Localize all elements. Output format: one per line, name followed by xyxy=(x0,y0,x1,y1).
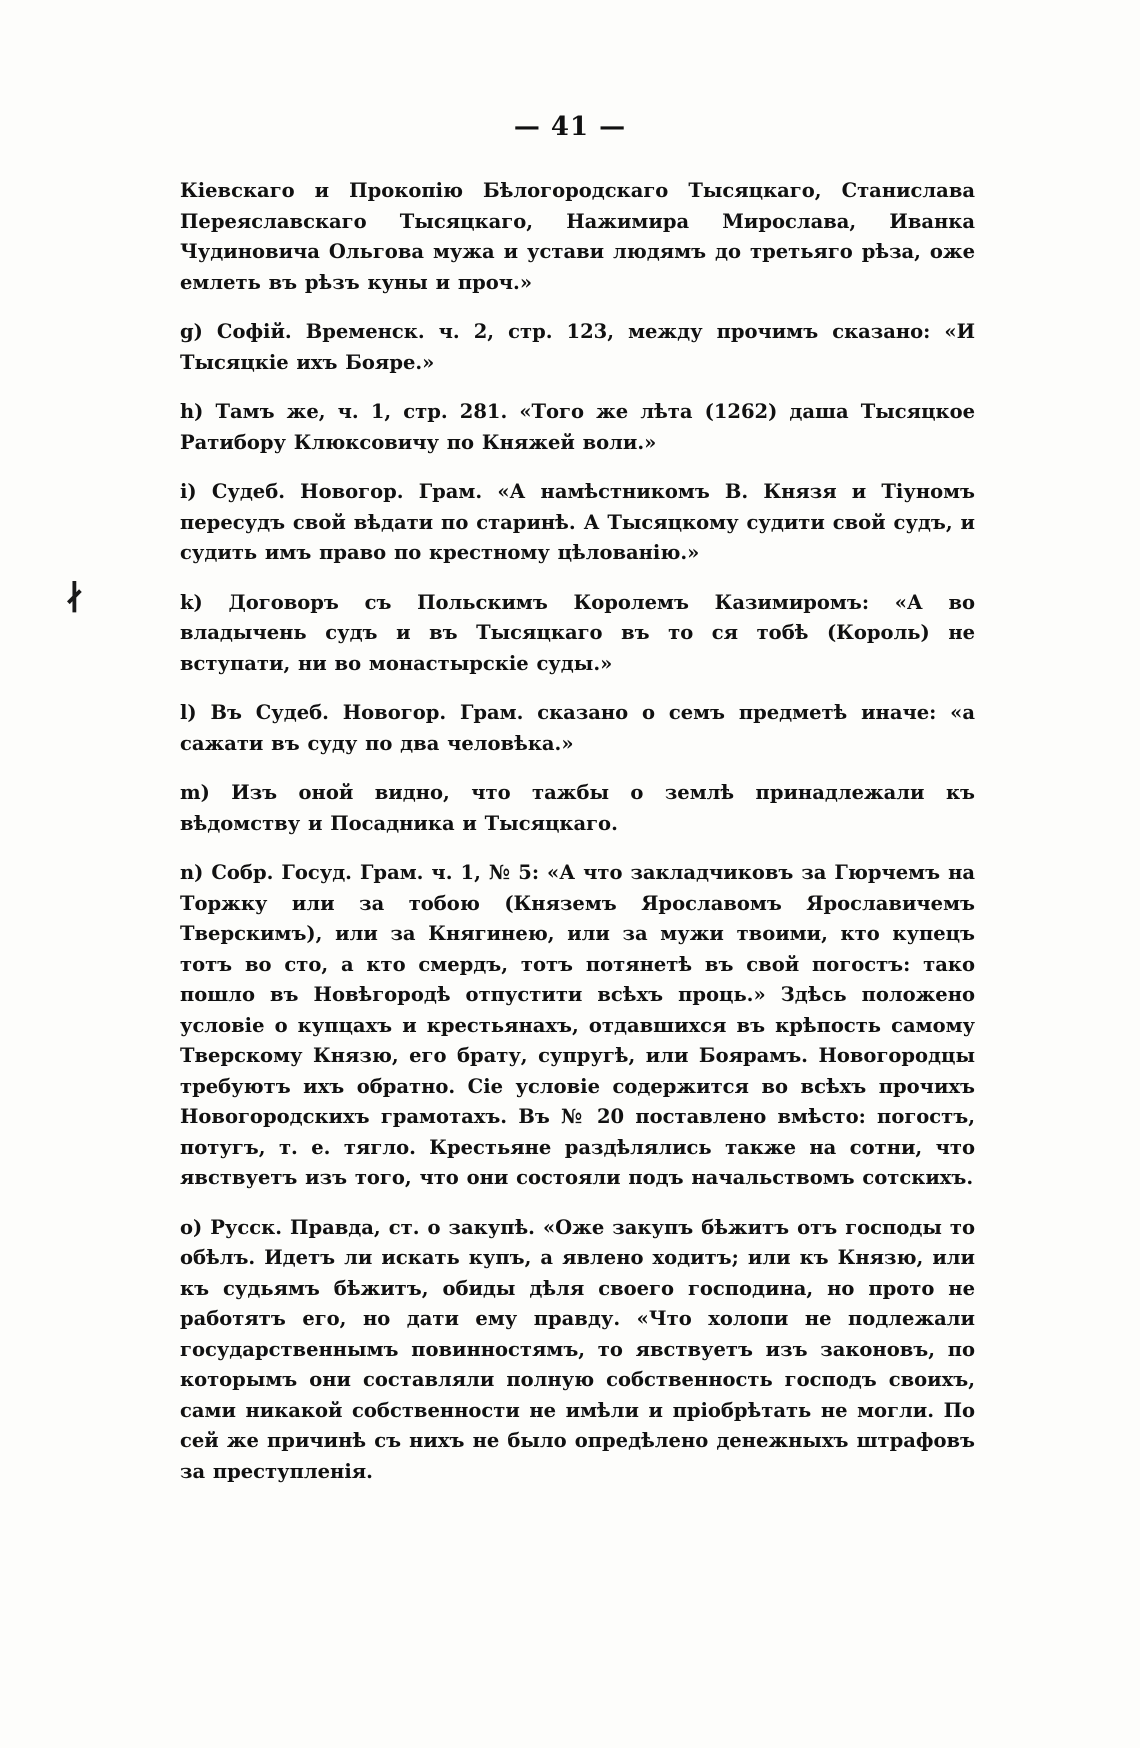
footnote-label: g) xyxy=(180,320,203,343)
paragraph-continuation xyxy=(180,176,975,298)
main-text-block xyxy=(180,176,975,1506)
footnote-n xyxy=(180,858,975,1194)
footnote-text: Собр. Госуд. Грам. ч. 1, № 5: «А что закладчиковъ за Гюрчемъ на Торжку или за тобою (Княземъ Ярославомъ Ярославичемъ Тверскимъ), или за Княгинею, или за мужи твоими, кто купецъ тотъ во сто, а кто смердъ, тотъ потянетѣ въ свой погостъ: тако пошло въ Новѣгородѣ отпустити всѣхъ проць.» Здѣсь положено условіе о купцахъ и крестьянахъ, отдавшихся въ крѣпость самому Тверскому Князю, его брату, супругѣ, или Боярамъ. Новогородцы требуютъ ихъ обратно. Сіе условіе содержится во всѣхъ прочихъ Новогородскихъ грамотахъ. Въ № 20 поставлено вмѣсто: погостъ, потугъ, т. е. тягло. Крестьяне раздѣлялись также на сотни, что явствуетъ изъ того, что они состояли подъ начальствомъ сотскихъ. xyxy=(180,861,975,1189)
footnote-m xyxy=(180,778,975,839)
footnote-label: n) xyxy=(180,861,204,884)
footnote-k xyxy=(180,588,975,680)
footnote-i xyxy=(180,477,975,569)
footnote-label: k) xyxy=(180,590,203,614)
footnote-text: Русск. Правда, ст. о закупѣ. «Оже закупъ бѣжитъ отъ господы то обѣлъ. Идетъ ли искать купъ, а явлено ходитъ; или къ Князю, или къ судьямъ бѣжитъ, обиды дѣля своего господина, но прото не работятъ его, но дати ему правду. «Что холопи не подлежали государственнымъ повинностямъ, то явствуетъ изъ законовъ, по которымъ они составляли полную собственность господъ своихъ, сами никакой собственности не имѣли и пріобрѣтать не могли. По сей же причинѣ съ нихъ не было опредѣлено денежныхъ штрафовъ за преступленія. xyxy=(180,1215,975,1483)
footnote-label: m) xyxy=(180,781,210,804)
footnote-text: Судеб. Новогор. Грам. «А намѣстникомъ В. Князя и Тіуномъ пересудъ свой вѣдати по старинѣ. А Тысяцкому судити свой судъ, и судить имъ право по крестному цѣлованію.» xyxy=(180,480,975,564)
footnote-text: Въ Судеб. Новогор. Грам. сказано о семъ предметѣ иначе: «а сажати въ суду по два человѣка.» xyxy=(180,701,975,755)
footnote-text: Софій. Временск. ч. 2, стр. 123, между прочимъ сказано: «И Тысяцкіе ихъ Бояре.» xyxy=(180,320,975,374)
page-number: — 41 — xyxy=(513,112,627,142)
footnote-label: i) xyxy=(180,480,197,503)
footnote-text: Договоръ съ Польскимъ Королемъ Казимиромъ: «А во владычень судъ и въ Тысяцкаго въ то ся тобѣ (Король) не вступати, ни во монастырскіе суды.» xyxy=(180,590,975,675)
footnote-label: o) xyxy=(180,1215,203,1239)
margin-pencil-mark: ∤ xyxy=(64,578,85,618)
footnote-text: Тамъ же, ч. 1, стр. 281. «Того же лѣта (1262) даша Тысяцкое Ратибору Клюксовичу по Княжей воли.» xyxy=(180,400,975,454)
footnote-text: Изъ оной видно, что тажбы о землѣ принадлежали къ вѣдомству и Посадника и Тысяцкаго. xyxy=(180,781,975,835)
footnote-h xyxy=(180,397,975,458)
footnote-l xyxy=(180,698,975,759)
paragraph-text: Кіевскаго и Прокопію Бѣлогородскаго Тысяцкаго, Станислава Переяславскаго Тысяцкаго, Нажимира Мирослава, Иванка Чудиновича Ольгова мужа и устави людямъ до третьяго рѣза, оже емлеть въ рѣзъ куны и проч.» xyxy=(180,179,975,294)
footnote-o xyxy=(180,1213,975,1488)
footnote-label: l) xyxy=(180,701,197,724)
footnote-g xyxy=(180,317,975,378)
footnote-label: h) xyxy=(180,400,204,423)
